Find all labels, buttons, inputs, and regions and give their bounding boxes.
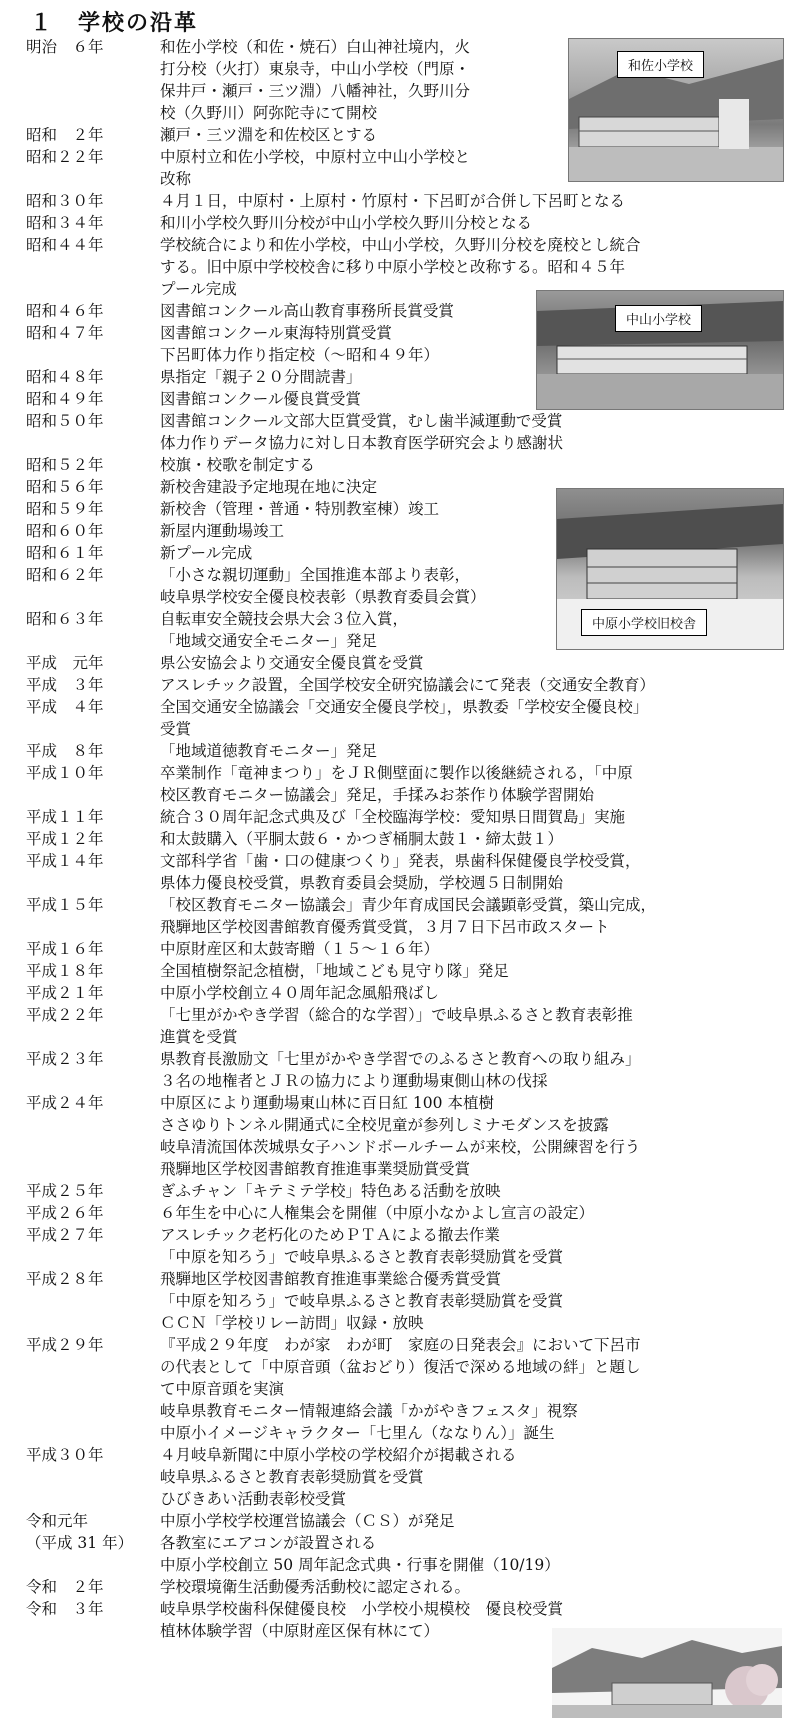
event-line: 和太鼓購入（平胴太鼓６・かつぎ桶胴太鼓１・締太鼓１） <box>160 830 564 848</box>
event-text <box>160 740 796 762</box>
event-line: 体力作りデータ協力に対し日本教育医学研究会より感謝状 <box>160 434 564 452</box>
event-line: 中原村立和佐小学校，中原村立中山小学校と <box>160 148 471 166</box>
school-scene-graphic <box>552 1628 782 1718</box>
nakahara-old-school-label: 中原小学校旧校舎 <box>581 609 707 636</box>
history-row <box>26 1004 796 1048</box>
era-label: 昭和６０年 <box>26 522 104 540</box>
event-line: 中原小イメージキャラクター「七里ん（ななりん）」誕生 <box>160 1424 555 1442</box>
era-label: 昭和５９年 <box>26 500 104 518</box>
event-line: アスレチック老朽化のためＰＴＡによる撤去作業 <box>160 1226 500 1244</box>
event-line: 「七里がかやき学習（総合的な学習）」で岐阜県ふるさと教育表彰推 <box>160 1006 633 1024</box>
history-row <box>26 1180 796 1202</box>
era-label: 平成１８年 <box>26 962 104 980</box>
event-line: ぎふチャン「キテミテ学校」特色ある活動を放映 <box>160 1182 501 1200</box>
event-line: 受賞 <box>160 720 192 738</box>
history-row <box>26 1532 796 1576</box>
nakahara-old-school-photo <box>556 488 784 650</box>
history-row <box>26 1202 796 1224</box>
event-line: 学校統合により和佐小学校，中山小学校，久野川分校を廃校とし統合 <box>160 236 641 254</box>
event-line: 改称 <box>160 170 192 188</box>
history-row <box>26 696 796 740</box>
era-label: 昭和３０年 <box>26 192 104 210</box>
event-text <box>160 1180 796 1202</box>
event-text <box>160 850 796 894</box>
history-row <box>26 938 796 960</box>
era-label: （平成 31 年） <box>26 1534 134 1552</box>
event-text <box>160 1510 796 1532</box>
era-label: 平成１２年 <box>26 830 104 848</box>
event-line: 飛騨地区学校図書館教育推進事業総合優秀賞受賞 <box>160 1270 502 1288</box>
event-line: 卒業制作「竜神まつり」をＪＲ側壁面に製作以後継続される，「中原 <box>160 764 633 782</box>
event-text <box>160 696 796 740</box>
history-row <box>26 190 796 212</box>
event-line: 図書館コンクール文部大臣賞受賞，むし歯半減運動で受賞 <box>160 412 563 430</box>
event-line: 中原区により運動場東山林に百日紅 100 本植樹 <box>160 1094 494 1112</box>
era-label: 平成２７年 <box>26 1226 104 1244</box>
event-text <box>160 1092 796 1180</box>
event-line: 県公安協会より交通安全優良賞を受賞 <box>160 654 424 672</box>
era-label: 昭和４４年 <box>26 236 104 254</box>
event-line: アスレチック設置，全国学校安全研究協議会にて発表（交通安全教育） <box>160 676 655 694</box>
era-label: 平成１５年 <box>26 896 104 914</box>
event-text <box>160 674 796 696</box>
era-label: 平成２６年 <box>26 1204 104 1222</box>
event-text <box>160 1576 796 1598</box>
event-line: 岐阜県ふるさと教育表彰奨励賞を受賞 <box>160 1468 424 1486</box>
event-line: する。旧中原中学校校舎に移り中原小学校と改称する。昭和４５年 <box>160 258 626 276</box>
history-row <box>26 828 796 850</box>
event-text <box>160 212 796 234</box>
era-label: 平成２８年 <box>26 1270 104 1288</box>
history-row <box>26 806 796 828</box>
event-line: 県指定「親子２０分間読書」 <box>160 368 362 386</box>
era-label: 平成１１年 <box>26 808 104 826</box>
event-text <box>160 982 796 1004</box>
era-label: 昭和６２年 <box>26 566 104 584</box>
nakayama-school-photo <box>536 290 784 410</box>
event-text <box>160 652 796 674</box>
event-line: ひびきあい活動表彰校受賞 <box>160 1490 347 1508</box>
event-text <box>160 938 796 960</box>
event-line: 図書館コンクール高山教育事務所長賞受賞 <box>160 302 454 320</box>
history-row <box>26 850 796 894</box>
era-label: 昭和 ２年 <box>26 126 104 144</box>
event-line: 中原小学校創立 50 周年記念式典・行事を開催（10/19） <box>160 1556 560 1574</box>
era-label: 昭和３４年 <box>26 214 104 232</box>
era-label: 令和 ３年 <box>26 1600 104 1618</box>
event-line: 校区教育モニター協議会」発足，手揉みお茶作り体験学習開始 <box>160 786 595 804</box>
event-line: ＣＣＮ「学校リレー訪問」収録・放映 <box>160 1314 424 1332</box>
history-row <box>26 1334 796 1444</box>
era-label: 平成１４年 <box>26 852 104 870</box>
era-label: 平成２４年 <box>26 1094 104 1112</box>
era-label: 昭和６１年 <box>26 544 104 562</box>
event-line: 県体力優良校受賞，県教育委員会奨励，学校週５日制開始 <box>160 874 564 892</box>
era-label: 平成２１年 <box>26 984 104 1002</box>
event-text <box>160 1004 796 1048</box>
nakayama-school-label: 中山小学校 <box>615 305 702 332</box>
event-line: 岐阜県学校安全優良校表彰（県教育委員会賞） <box>160 588 486 606</box>
event-line: 「校区教育モニター協議会」青少年育成国民会議顕彰受賞，築山完成， <box>160 896 657 914</box>
event-line: 『平成２９年度 わが家 わが町 家庭の日発表会』において下呂市 <box>160 1336 641 1354</box>
history-row <box>26 1510 796 1532</box>
event-text <box>160 410 796 454</box>
event-line: 和佐小学校（和佐・焼石）白山神社境内，火 <box>160 38 471 56</box>
event-text <box>160 960 796 982</box>
era-label: 平成 元年 <box>26 654 104 672</box>
era-label: 平成１６年 <box>26 940 104 958</box>
history-row <box>26 894 796 938</box>
section-title: １ 学校の沿革 <box>30 11 199 36</box>
era-label: 平成 ８年 <box>26 742 104 760</box>
history-row <box>26 410 796 454</box>
event-text <box>160 1224 796 1268</box>
event-line: 飛騨地区学校図書館教育推進事業奨励賞受賞 <box>160 1160 471 1178</box>
event-line: 打分校（火打）東泉寺，中山小学校（門原・ <box>160 60 471 78</box>
event-text <box>160 1048 796 1092</box>
event-line: 新プール完成 <box>160 544 253 562</box>
event-line: の代表として「中原音頭（盆おどり）復活で深める地域の絆」と題し <box>160 1358 641 1376</box>
event-line: ３名の地権者とＪＲの協力により運動場東側山林の伐採 <box>160 1072 548 1090</box>
era-label: 昭和４９年 <box>26 390 104 408</box>
era-label: 平成２３年 <box>26 1050 104 1068</box>
event-text <box>160 894 796 938</box>
event-line: ささゆりトンネル開通式に全校児童が参列しミナモダンスを披露 <box>160 1116 609 1134</box>
event-line: 校旗・校歌を制定する <box>160 456 316 474</box>
event-line: 新校舎（管理・普通・特別教室棟）竣工 <box>160 500 440 518</box>
event-line: て中原音頭を実演 <box>160 1380 285 1398</box>
event-line: 図書館コンクール東海特別賞受賞 <box>160 324 392 342</box>
event-line: 瀬戸・三ツ淵を和佐校区とする <box>160 126 378 144</box>
event-text <box>160 190 796 212</box>
event-text <box>160 1268 796 1334</box>
event-line: 「地域道徳教育モニター」発足 <box>160 742 378 760</box>
era-label: 平成 ４年 <box>26 698 104 716</box>
history-row <box>26 982 796 1004</box>
era-label: 昭和５６年 <box>26 478 104 496</box>
event-line: 飛騨地区学校図書館教育優秀賞受賞，３月７日下呂市政スタート <box>160 918 610 936</box>
event-line: 「中原を知ろう」で岐阜県ふるさと教育表彰奨励賞を受賞 <box>160 1292 564 1310</box>
event-line: 中原財産区和太鼓寄贈（１５～１６年） <box>160 940 440 958</box>
event-line: 新屋内運動場竣工 <box>160 522 285 540</box>
era-label: 平成 ３年 <box>26 676 104 694</box>
event-line: 各教室にエアコンが設置される <box>160 1534 377 1552</box>
event-line: 和川小学校久野川分校が中山小学校久野川分校となる <box>160 214 533 232</box>
event-line: 県教育長激励文「七里がかやき学習でのふるさと教育への取り組み」 <box>160 1050 641 1068</box>
era-label: 昭和４６年 <box>26 302 104 320</box>
event-text <box>160 806 796 828</box>
event-line: 全国植樹祭記念植樹，「地域こども見守り隊」発足 <box>160 962 509 980</box>
era-label: 昭和４８年 <box>26 368 104 386</box>
era-label: 昭和６３年 <box>26 610 104 628</box>
era-label: 平成２２年 <box>26 1006 104 1024</box>
event-line: 「中原を知ろう」で岐阜県ふるさと教育表彰奨励賞を受賞 <box>160 1248 564 1266</box>
event-text <box>160 828 796 850</box>
event-line: 保井戸・瀬戸・三ツ淵）八幡神社，久野川分 <box>160 82 471 100</box>
event-line: 自転車安全競技会県大会３位入賞， <box>160 610 409 628</box>
event-line: ６年生を中心に人権集会を開催（中原小なかよし宣言の設定） <box>160 1204 595 1222</box>
history-row <box>26 652 796 674</box>
history-row <box>26 762 796 806</box>
history-row <box>26 454 796 476</box>
era-label: 明治 ６年 <box>26 38 104 56</box>
event-line: 新校舎建設予定地現在地に決定 <box>160 478 378 496</box>
era-label: 昭和２２年 <box>26 148 104 166</box>
event-line: 「地域交通安全モニター」発足 <box>160 632 378 650</box>
event-line: 統合３０周年記念式典及び「全校臨海学校：愛知県日間賀島」実施 <box>160 808 626 826</box>
event-line: 下呂町体力作り指定校（～昭和４９年） <box>160 346 440 364</box>
era-label: 令和元年 <box>26 1512 89 1530</box>
event-line: 進賞を受賞 <box>160 1028 238 1046</box>
wasa-school-label: 和佐小学校 <box>617 51 704 78</box>
event-line: ４月岐阜新聞に中原小学校の学校紹介が掲載される <box>160 1446 517 1464</box>
history-row <box>26 1444 796 1510</box>
wasa-school-photo <box>568 38 784 182</box>
event-text <box>160 454 796 476</box>
history-row <box>26 1048 796 1092</box>
era-label: 平成１０年 <box>26 764 104 782</box>
history-list <box>26 36 796 1642</box>
event-line: プール完成 <box>160 280 237 298</box>
event-line: 校（久野川）阿弥陀寺にて開校 <box>160 104 378 122</box>
event-line: ４月１日，中原村・上原村・竹原村・下呂町が合併し下呂町となる <box>160 192 626 210</box>
event-line: 中原小学校学校運営協議会（ＣＳ）が発足 <box>160 1512 455 1530</box>
event-text <box>160 1334 796 1444</box>
history-row <box>26 960 796 982</box>
current-school-photo <box>552 1628 782 1718</box>
era-label: 昭和５０年 <box>26 412 104 430</box>
event-line: 岐阜県学校歯科保健優良校 小学校小規模校 優良校受賞 <box>160 1600 564 1618</box>
event-line: 中原小学校創立４０周年記念風船飛ばし <box>160 984 440 1002</box>
event-text <box>160 762 796 806</box>
event-line: 文部科学省「歯・口の健康つくり」発表，県歯科保健優良学校受賞， <box>160 852 641 870</box>
event-text <box>160 1532 796 1576</box>
era-label: 令和 ２年 <box>26 1578 104 1596</box>
event-line: 植林体験学習（中原財産区保有林にて） <box>160 1622 440 1640</box>
history-row <box>26 740 796 762</box>
era-label: 平成３０年 <box>26 1446 104 1464</box>
event-text <box>160 1202 796 1224</box>
history-row <box>26 1576 796 1598</box>
event-line: 学校環境衛生活動優秀活動校に認定される。 <box>160 1578 471 1596</box>
era-label: 昭和５２年 <box>26 456 104 474</box>
history-row <box>26 674 796 696</box>
history-row <box>26 1224 796 1268</box>
event-line: 岐阜清流国体茨城県女子ハンドボールチームが来校，公開練習を行う <box>160 1138 641 1156</box>
event-line: 全国交通安全協議会「交通安全優良学校」，県教委「学校安全優良校」 <box>160 698 649 716</box>
history-row <box>26 1268 796 1334</box>
era-label: 昭和４７年 <box>26 324 104 342</box>
era-label: 平成２９年 <box>26 1336 104 1354</box>
era-label: 平成２５年 <box>26 1182 104 1200</box>
event-line: 図書館コンクール優良賞受賞 <box>160 390 361 408</box>
history-row <box>26 212 796 234</box>
event-line: 岐阜県教育モニター情報連絡会議「かがやきフェスタ」視察 <box>160 1402 578 1420</box>
history-row <box>26 1092 796 1180</box>
event-text <box>160 1444 796 1510</box>
event-line: 「小さな親切運動」全国推進本部より表彰， <box>160 566 471 584</box>
